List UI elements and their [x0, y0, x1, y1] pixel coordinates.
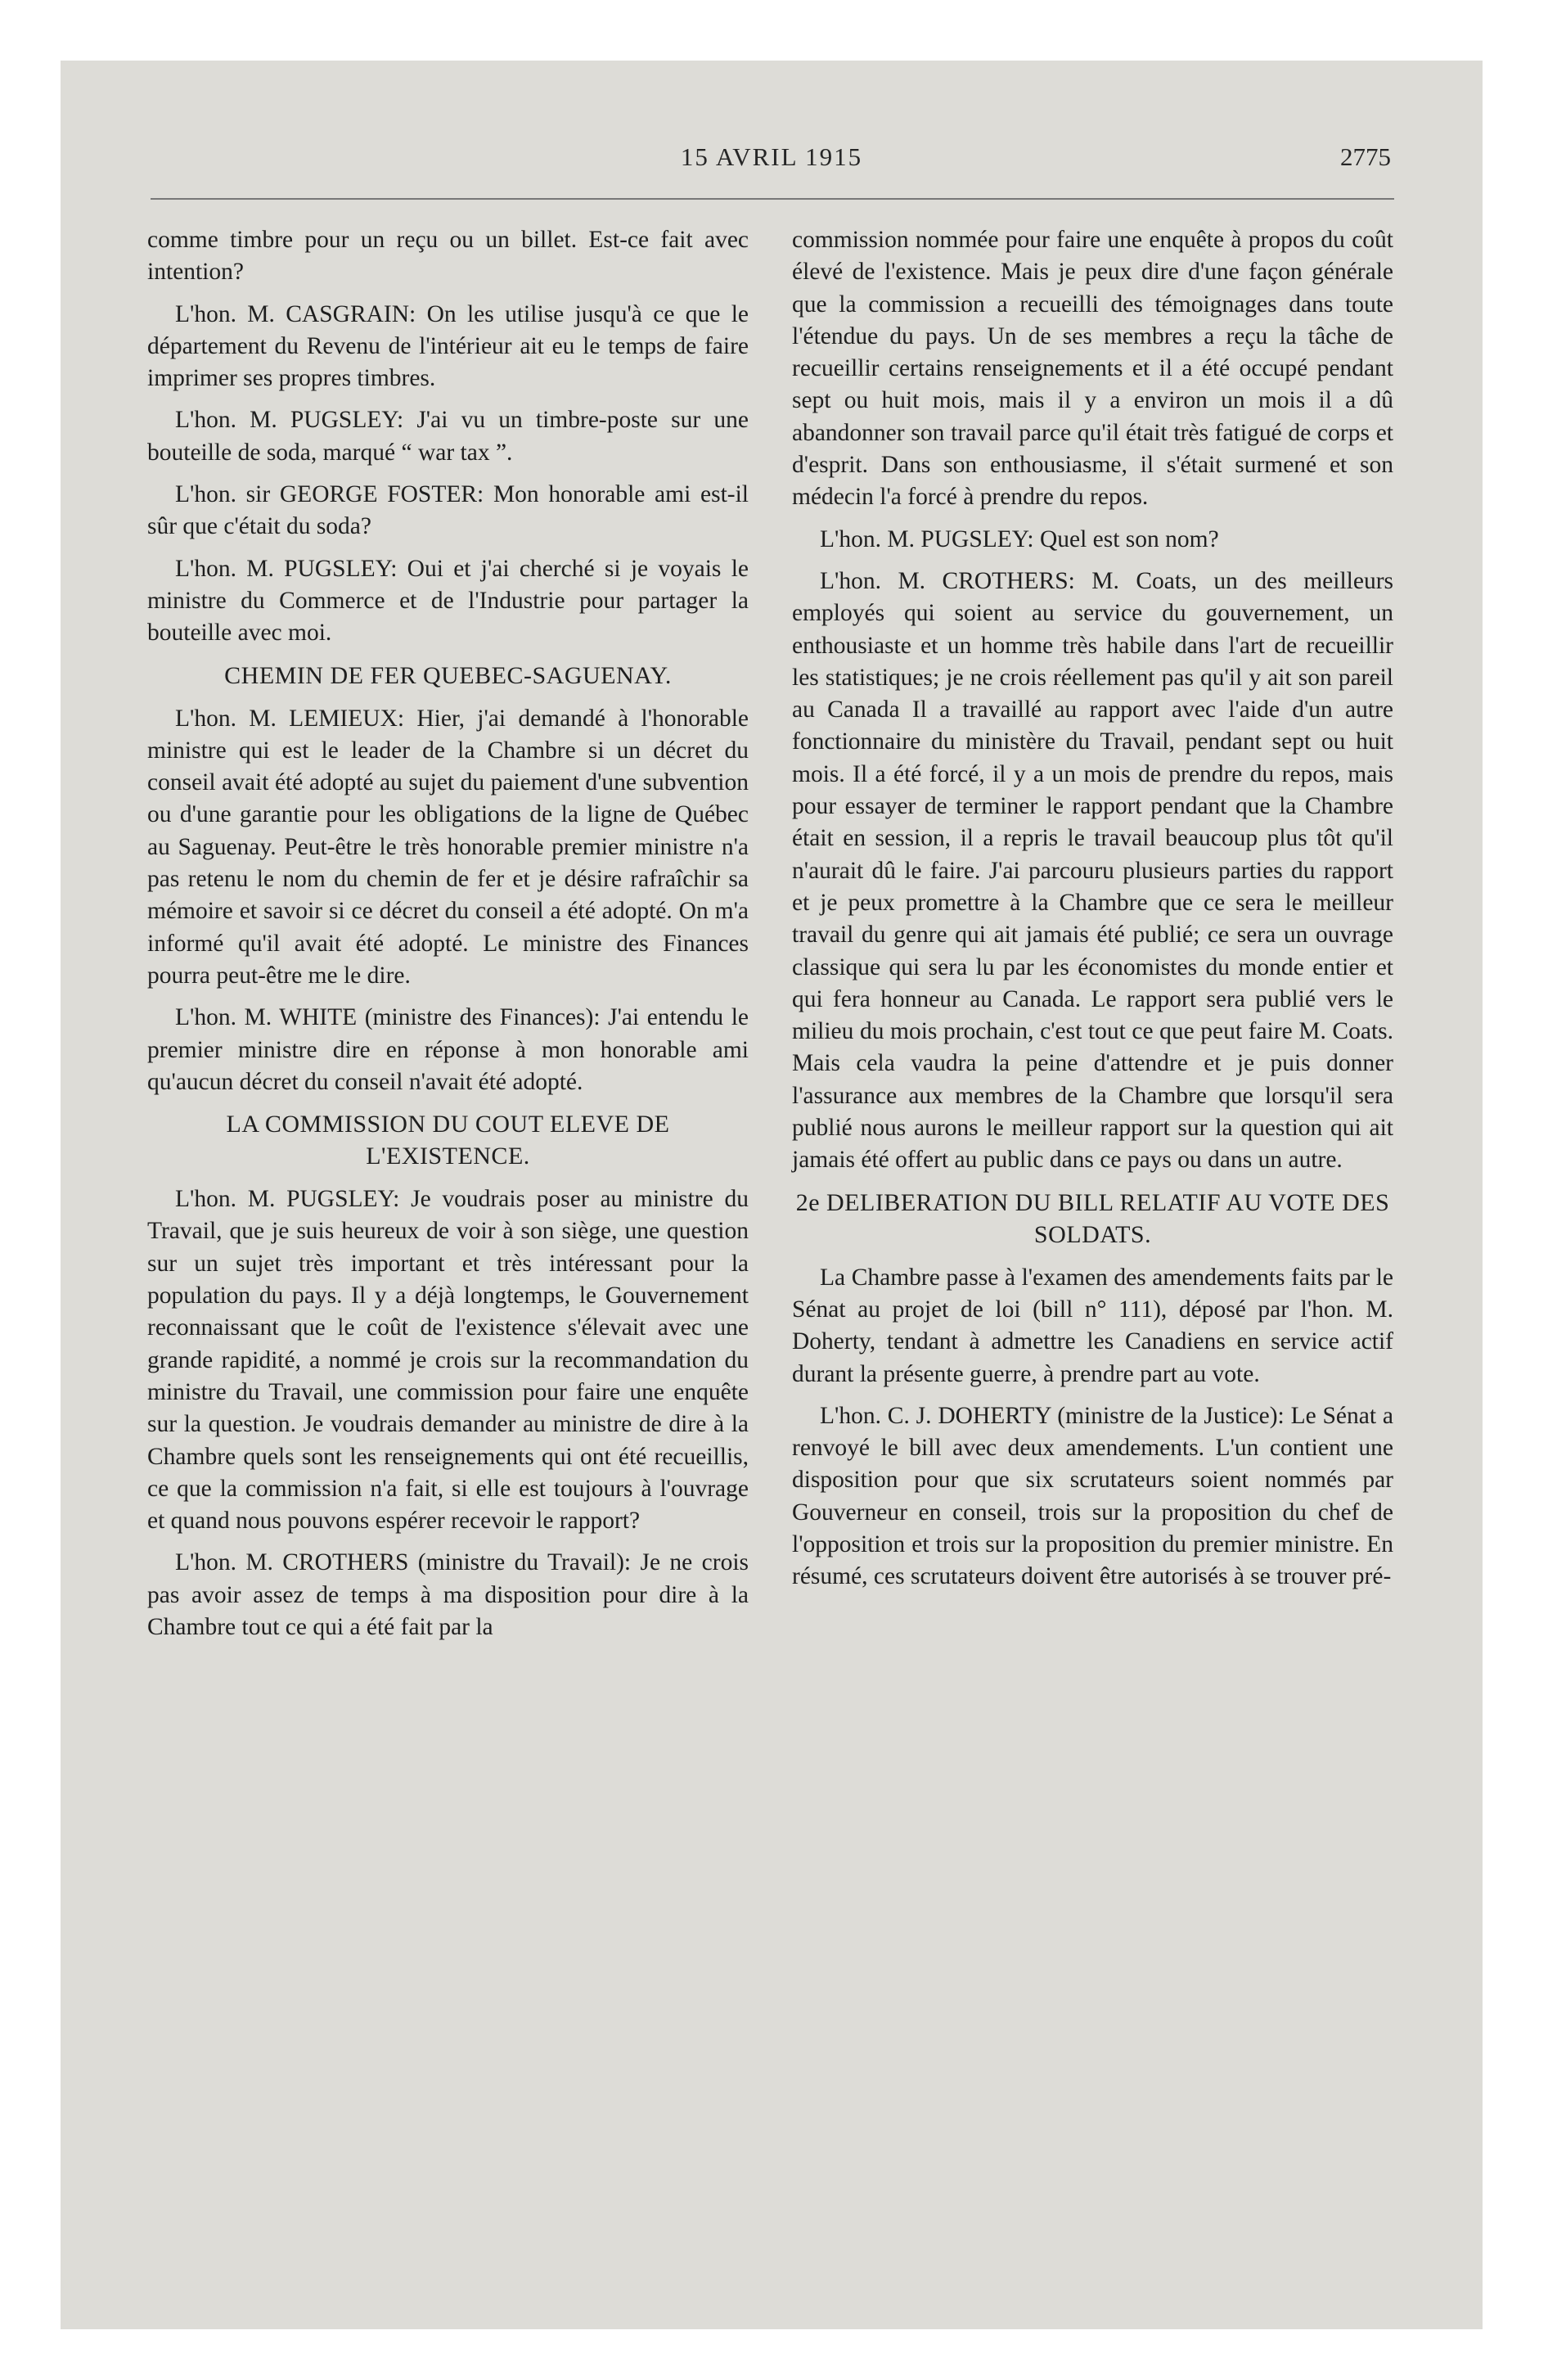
paragraph: L'hon. M. PUGSLEY: Quel est son nom?	[820, 525, 1219, 552]
paragraph: L'hon. sir GEORGE FOSTER: Mon honorable ami est-il sûr que c'était du soda?	[147, 481, 749, 540]
page-date: 15 AVRIL 1915	[680, 142, 863, 171]
paragraph: L'hon. M. LEMIEUX: Hier, j'ai demandé à l'honorable ministre qui est le leader de la Chambre si un décret du conseil avait été adopté au sujet du paiement d'une subvention ou d'une garantie pour les obligations de la ligne de Québec au Saguenay. Peut-être le très honorable premier ministre n'a pas retenu le nom du chemin de fer et je désire rafraîchir sa mémoire et savoir si ce décret du conseil a été adopté. On m'a informé qu'il avait été adopté. Le ministre des Finances pourra peut-être me le dire.	[147, 705, 749, 989]
paragraph: L'hon. C. J. DOHERTY (ministre de la Justice): Le Sénat a renvoyé le bill avec deux amendements. L'un contient une disposition pour que six scrutateurs soient nommés par Gouverneur en conseil, trois sur la proposition du chef de l'opposition et trois sur la proposition du premier ministre. En résumé, ces scrutateurs doivent être autorisés à se trouver pré-	[792, 1402, 1393, 1590]
section-heading: 2e DELIBERATION DU BILL RELATIF AU VOTE DES SOLDATS.	[795, 1188, 1390, 1248]
paragraph: comme timbre pour un reçu ou un billet. Est-ce fait avec intention?	[147, 227, 749, 286]
paragraph: L'hon. M. CROTHERS: M. Coats, un des meilleurs employés qui soient au service du gouvernement, un enthousiaste et un homme très habile dans l'art de recueillir les statistiques; je ne crois réellement pas qu'il y ait son pareil au Canada Il a travaillé au rapport avec l'aide d'un autre fonctionnaire du ministère du Travail, pendant sept ou huit mois. Il a été forcé, il y a un mois de prendre du repos, mais pour essayer de terminer le rapport pendant que la Chambre était en session, il a repris le travail beaucoup plus tôt qu'il n'aurait dû le faire. J'ai parcouru plusieurs parties du rapport et je peux promettre à la Chambre que ce sera le meilleur travail du genre qui ait jamais été publié; ce sera un ouvrage classique qui sera lu par les économistes du monde entier et qui fera honneur au Canada. Le rapport sera publié vers le milieu du mois prochain, c'est tout ce que peut faire M. Coats. Mais cela vaudra la peine d'attendre et je puis donner l'assurance aux membres de la Chambre que lorsqu'il sera publié nous aurons le meilleur rapport sur la question qui ait jamais été offert au public dans ce pays ou dans un autre.	[792, 567, 1393, 1174]
paragraph: L'hon. M. CASGRAIN: On les utilise jusqu'à ce que le département du Revenu de l'intérieur ait eu le temps de faire imprimer ses propres timbres.	[147, 300, 749, 392]
paragraph: L'hon. M. PUGSLEY: Oui et j'ai cherché si je voyais le ministre du Commerce et de l'Industrie pour partager la bouteille avec moi.	[147, 555, 749, 647]
right-column	[792, 224, 1393, 1603]
page-sheet	[61, 61, 1483, 2329]
paragraph: L'hon. M. WHITE (ministre des Finances): J'ai entendu le premier ministre dire en réponse à mon honorable ami qu'aucun décret du conseil n'avait été adopté.	[147, 1004, 749, 1095]
section-heading: LA COMMISSION DU COUT ELEVE DE L'EXISTENCE.	[226, 1111, 670, 1170]
paragraph: L'hon. M. PUGSLEY: J'ai vu un timbre-poste sur une bouteille de soda, marqué “ war tax ”.	[147, 407, 749, 466]
page-number: 2775	[1340, 142, 1391, 171]
section-heading: CHEMIN DE FER QUEBEC-SAGUENAY.	[224, 661, 672, 689]
page-header	[61, 142, 1483, 192]
paragraph: L'hon. M. PUGSLEY: Je voudrais poser au ministre du Travail, que je suis heureux de voir à son siège, une question sur un sujet très important et très intéressant pour la population du pays. Il y a déjà longtemps, le Gouvernement reconnaissant que le coût de l'existence s'élevait avec une grande rapidité, a nommé je crois sur la recommandation du ministre du Travail, une commission pour faire une enquête sur la question. Je voudrais demander au ministre de dire à la Chambre quels sont les renseignements qui ont été recueillis, ce que la commission n'a fait, si elle est toujours à l'ouvrage et quand nous pouvons espérer recevoir le rapport?	[147, 1186, 749, 1535]
paragraph: L'hon. M. CROTHERS (ministre du Travail): Je ne crois pas avoir assez de temps à ma disposition pour dire à la Chambre tout ce qui a été fait par la	[147, 1549, 749, 1640]
paragraph: La Chambre passe à l'examen des amendements faits par le Sénat au projet de loi (bill n° 111), déposé par l'hon. M. Doherty, tendant à admettre les Canadiens en service actif durant la présente guerre, à prendre part au vote.	[792, 1264, 1393, 1387]
header-rule	[151, 198, 1394, 200]
paragraph: commission nommée pour faire une enquête à propos du coût élevé de l'existence. Mais je peux dire d'une façon générale que la commission a recueilli des témoignages dans toute l'étendue du pays. Un de ses membres a reçu la tâche de recueillir certains renseignements et il a été occupé pendant sept ou huit mois, mais il y a environ un mois il a dû abandonner son travail parce qu'il était très fatigué de corps et d'esprit. Dans son enthousiasme, il s'était surmené et son médecin l'a forcé à prendre du repos.	[792, 227, 1393, 511]
left-column	[147, 224, 749, 1653]
